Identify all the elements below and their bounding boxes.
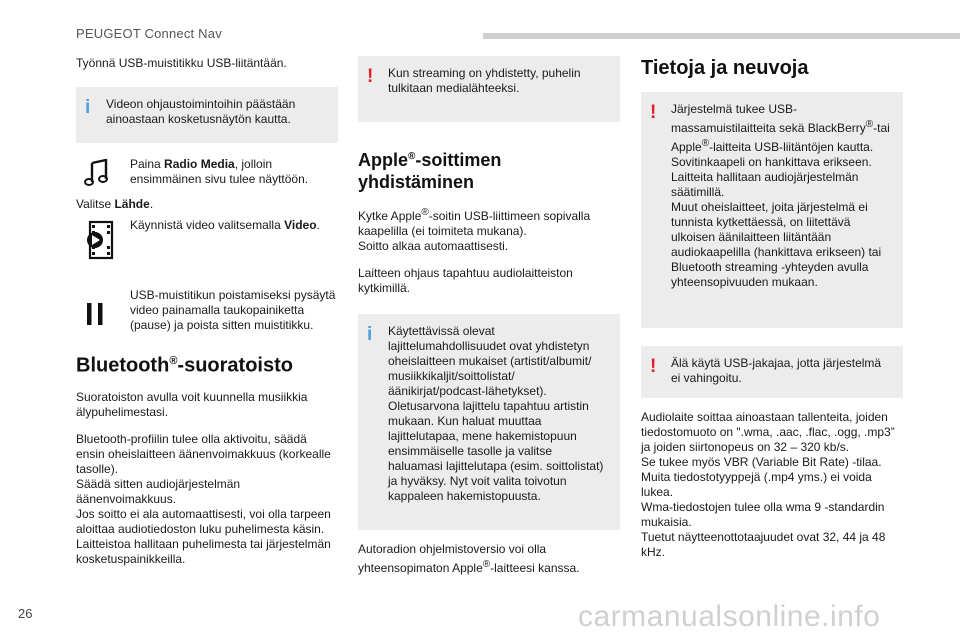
warning-icon: !: [650, 356, 657, 377]
column-left: [76, 56, 338, 567]
media-post: , jolloin ensimmäinen sivu tulee näyttöön.: [130, 157, 309, 186]
info-box-video: [76, 87, 338, 143]
info-box-classification: [358, 314, 620, 530]
warning-icon: !: [650, 102, 657, 123]
warning-box-streaming: [358, 56, 620, 122]
header-title: PEUGEOT Connect Nav: [76, 26, 222, 41]
bluetooth-title: Bluetooth®-suoratoisto: [76, 354, 293, 377]
warning-icon: !: [367, 66, 374, 87]
warning-usb-hub-text: Älä käytä USB-jakajaa, jotta järjestelmä ei vahingoitu.: [671, 356, 882, 385]
radio-media-label: Radio Media: [164, 157, 235, 171]
pause-text: USB-muistitikun poistamiseksi pysäytä video painamalla taukopainiketta (pause) ja poista sitten muistitikku.: [130, 288, 336, 332]
info-icon: i: [85, 97, 91, 118]
select-source-text: Valitse Lähde.: [76, 197, 154, 211]
source-label: Lähde: [114, 197, 150, 211]
warning-box-usb-devices: [641, 92, 903, 328]
warning-streaming-text: Kun streaming on yhdistetty, puhelin tulkitaan medialähteeksi.: [388, 66, 581, 95]
bluetooth-intro: Suoratoiston avulla voit kuunnella musiikkia älypuhelimestasi.: [76, 389, 308, 419]
pause-step: [76, 288, 338, 333]
apple-title: Apple®-soittimen yhdistäminen: [358, 150, 502, 192]
warning-usb-devices-text: Järjestelmä tukee USB-massamuistilaitteita sekä BlackBerry®-tai Apple®-laitteita USB-liitäntöjen kautta. Sovitinkaapeli on hankittava erikseen. Laitteita hallitaan audiojärjestelmän säätimillä. Muut oheislaitteet, joita järjestelmä ei tunnista kytkettäessä, on liitettävä ulkoisen äänilaitteen liitäntään audiokaapelilla (hankittava erikseen) tai Bluetooth streaming -yhteyden avulla yhteensopivuuden mukaan.: [671, 102, 890, 289]
video-step: Käynnistä video valitsemalla Video.: [76, 218, 338, 278]
info-classification-text: Käytettävissä olevat lajittelumahdollisuudet ovat yhdistetyn oheislaitteen mukaiset (artistit/albumit/ musiikkikaljit/soittolistat/äänikirjat/podcast-lähetykset). Oletusarvona lajittelu tapahtuu artistin mukaan. Kun haluat muuttaa lajittelutapaa, mene hakemistopuun ensimmäiselle tasolle ja valitse haluamasi lajittelutapa (esim. soittolistat) ja hyväksy. Nyt voit valita toivotun kappaleen hakemistopuusta.: [388, 324, 604, 503]
info-advice-title: Tietoja ja neuvoja: [641, 57, 809, 79]
page-number: 26: [18, 606, 33, 621]
video-label: Video: [284, 218, 317, 232]
radio-media-step: [76, 157, 338, 187]
apple-control-text: Laitteen ohjaus tapahtuu audiolaitteiston kytkimillä.: [358, 266, 573, 295]
insert-usb-text: Työnnä USB-muistitikku USB-liitäntään.: [76, 56, 287, 70]
music-note-icon: [84, 159, 110, 191]
column-right: [641, 56, 903, 560]
media-pre: Paina: [130, 157, 165, 171]
pause-icon: [84, 302, 106, 330]
header-bar: [483, 33, 960, 39]
firmware-text: Autoradion ohjelmistoversio voi olla yhteensopimaton Apple®-laitteesi kanssa.: [358, 542, 580, 575]
info-video-text: Videon ohjaustoimintoihin päästään ainoastaan kosketusnäytön kautta.: [106, 97, 296, 126]
warning-box-usb-hub: [641, 346, 903, 398]
bluetooth-instructions: Bluetooth-profiilin tulee olla aktivoitu, säädä ensin oheislaitteen äänenvoimakkuus (korkealle tasolle). Säädä sitten audiojärjestelmän äänenvoimakkuus. Jos soitto ei ala automaattisesti, voi olla tarpeen aloittaa audiotiedoston luku puhelimesta käsin. Laitteistoa hallitaan puhelimesta tai järjestelmän kosketuspainikkeilla.: [76, 431, 331, 566]
watermark: carmanualsonline.info: [578, 600, 881, 633]
column-middle: [358, 56, 620, 576]
supported-formats-text: Audiolaite soittaa ainoastaan tallenteita, joiden tiedostomuoto on ".wma, .aac, .flac, .ogg, .mp3” ja joiden siirtonopeus on 32 – 320 kb/s. Se tukee myös VBR (Variable Bit Rate) -tilaa. Muita tiedostotyyppejä (.mp4 yms.) ei voida lukea. Wma-tiedostojen tulee olla wma 9 -standardin mukaisia. Tuetut näytteenottotaajuudet ovat 32, 44 ja 48 kHz.: [641, 410, 895, 559]
apple-connect-text: Kytke Apple®-soitin USB-liittimeen sopivalla kaapelilla (ei toimiteta mukana). Soitto alkaa automaattisesti.: [358, 207, 591, 253]
video-film-icon: [84, 220, 116, 264]
info-icon: i: [367, 324, 373, 345]
